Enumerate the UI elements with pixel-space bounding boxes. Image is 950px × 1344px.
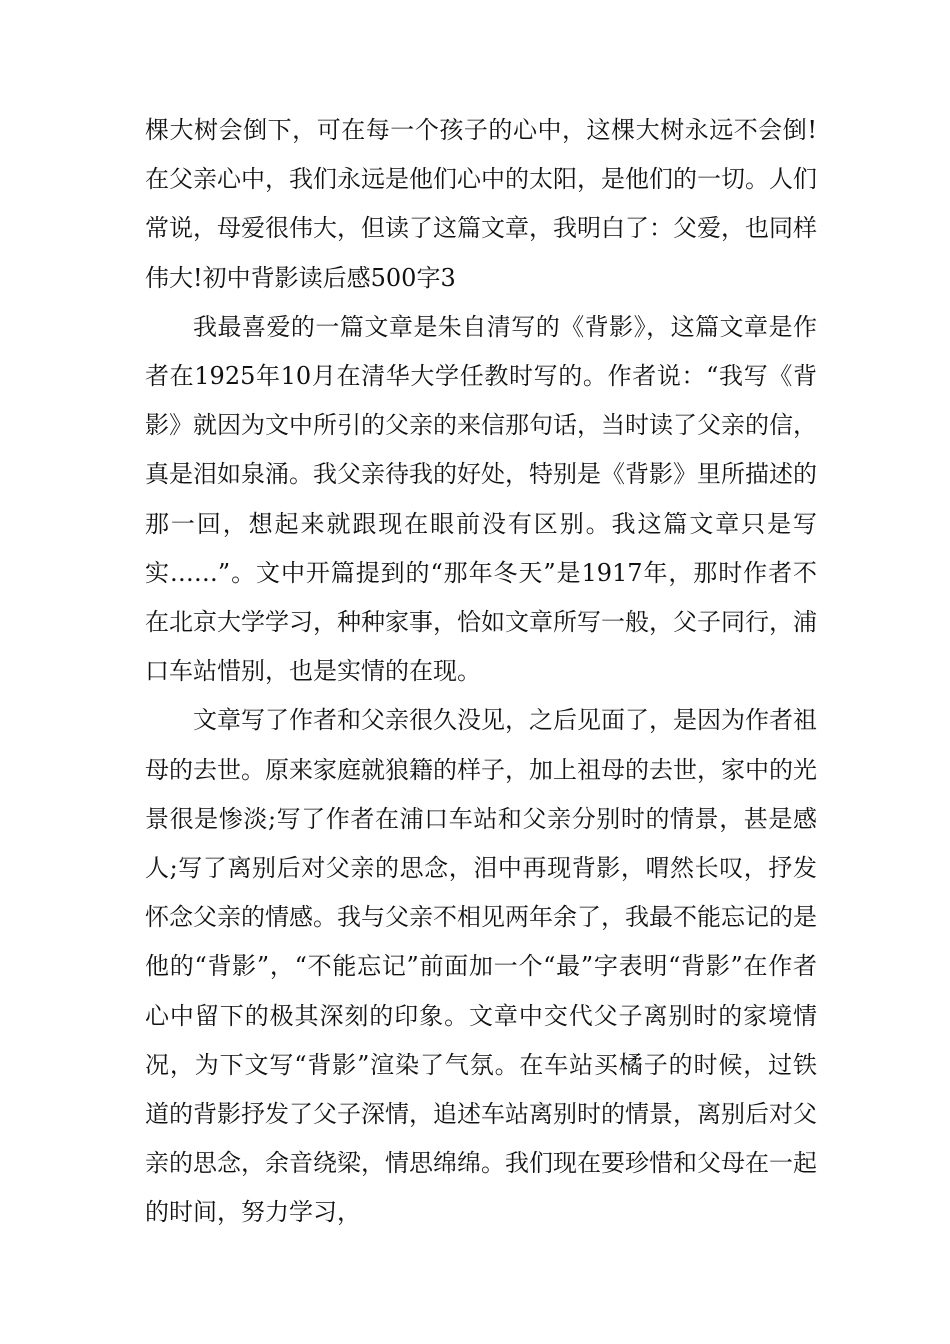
paragraph-3: 文章写了作者和父亲很久没见，之后见面了，是因为作者祖母的去世。原来家庭就狼籍的样子，加上祖母的去世，家中的光景很是惨淡;写了作者在浦口车站和父亲分别时的情景，甚是感人;写了离别后对父亲的思念，泪中再现背影，喟然长叹，抒发怀念父亲的情感。我与父亲不相见两年余了，我最不能忘记的是他的“背影”，“不能忘记”前面加一个“最”字表明“背影”在作者心中留下的极其深刻的印象。文章中交代父子离别时的家境情况，为下文写“背影”渲染了气氛。在车站买橘子的时候，过铁道的背影抒发了父子深情，追述车站离别时的情景，离别后对父亲的思念，余音绕梁，情思绵绵。我们现在要珍惜和父母在一起的时间，努力学习， bbox=[145, 706, 817, 1227]
paragraph-1: 棵大树会倒下，可在每一个孩子的心中，这棵大树永远不会倒!在父亲心中，我们永远是他们心中的太阳，是他们的一切。人们常说，母爱很伟大，但读了这篇文章，我明白了：父爱，也同样伟大!初中背影读后感500字3 bbox=[145, 116, 817, 292]
paragraph-2: 我最喜爱的一篇文章是朱自清写的《背影》，这篇文章是作者在1925年10月在清华大学任教时写的。作者说：“我写《背影》就因为文中所引的父亲的来信那句话，当时读了父亲的信，真是泪如泉涌。我父亲待我的好处，特别是《背影》里所描述的那一回，想起来就跟现在眼前没有区别。我这篇文章只是写实……”。文中开篇提到的“那年冬天”是1917年，那时作者不在北京大学学习，种种家事，恰如文章所写一般，父子同行，浦口车站惜别，也是实情的在现。 bbox=[145, 312, 817, 686]
document-body bbox=[145, 106, 817, 1238]
